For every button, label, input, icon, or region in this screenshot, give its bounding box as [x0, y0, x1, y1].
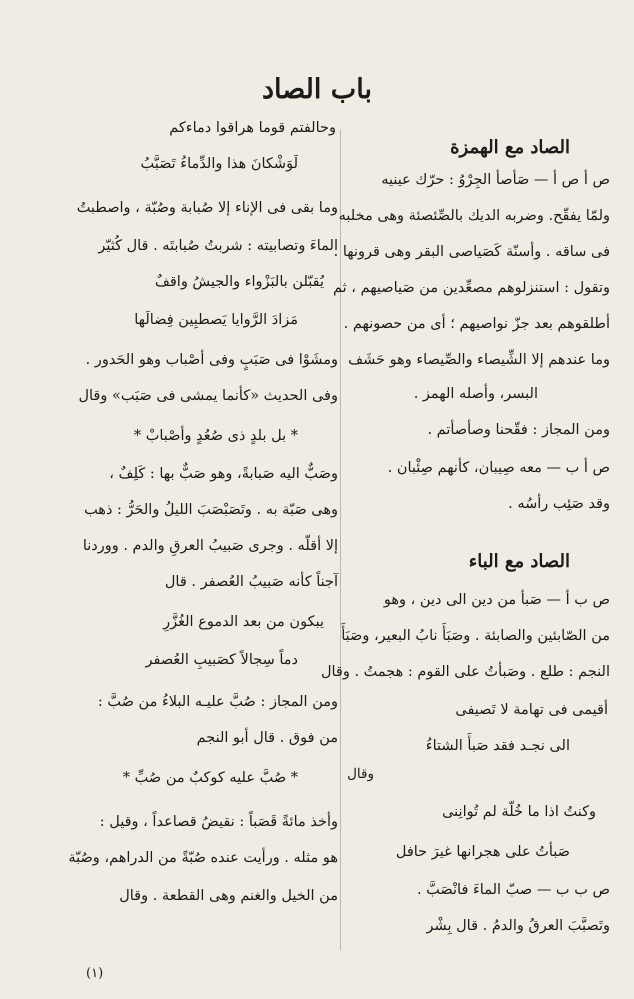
text-line: وتقول : استنزلوهم مصعِّدين من صَياصيهم ، ثم [332, 280, 610, 296]
text-line: الماءَ وتصابيته : شربتُ صُبابتَه . قال كُثيّر [98, 238, 338, 254]
text-line: وأخذ مائةً قَصَباً : نقيضُ قصاعداً ، وقيل : [99, 814, 338, 830]
text-line: ص ب ب — صبّ الماءَ فانْصَبَّ . [416, 882, 610, 898]
verse-line: أقيمى فى تهامة لا تَصيفى [455, 702, 608, 718]
verse-line: صَبأتُ على هجرانها غيرَ حافل [395, 844, 570, 860]
text-line: إلا أقلّه . وجرى صَبيبُ العرقِ والدم . ووردنا [82, 538, 338, 554]
text-line: ولمّا يفقّح. وضربه الديك بالصِّئصئة وهى مخلبه [338, 208, 610, 224]
text-line: وما عندهم إلا الشِّيصاء والصِّيصاء وهو حَشَف [348, 352, 610, 368]
page-number: (١) [86, 966, 104, 981]
verse-line: دماً سِجالاً كصَبيبِ العُصفر [145, 652, 298, 668]
text-line: البسر، وأصله الهمز . [413, 386, 538, 402]
section-heading: الصاد مع الباء [468, 551, 570, 572]
text-line: وقال [347, 766, 374, 782]
text-line: ص أ ب — معه صِيبان، كأنهم صِئْبان . [387, 460, 610, 476]
text-line: ومشَوْا فى صَبَبٍ وفى أصْباب وهو الحَدور . [85, 352, 338, 368]
text-line: وصَبٌّ اليه صَبابةً، وهو صَبٌّ بها : كَلِفٌ ، [109, 466, 338, 482]
text-line: ص أ ص أ — صَأصأ الجِرْوُ : حرّك عينيه [381, 172, 610, 188]
text-line: أطلقوهم بعد جزّ نواصيهم ؛ أى من حصونهم . [343, 316, 610, 332]
text-line: وفى الحديث «كأنما يمشى فى صَبَب» وقال [78, 388, 338, 404]
text-line: فى ساقه . وأسنّة كَصَياصى البقر وهى قرونها . [333, 244, 610, 260]
text-line: هو مثله . ورأيت عنده صُبّةً من الدراهم، وصُبّة [68, 850, 338, 866]
text-line: من الخيل والغنم وهى القطعة . وقال [119, 888, 338, 904]
verse-line: لَوَشْكانَ هذا والدِّماءُ تَصَبَّبُ [140, 156, 298, 172]
text-line: وهى صَبّة به . وتَصَبْصَبَ الليلُ والحَرُّ : ذهب [84, 502, 338, 518]
text-line: وتَصبَّبَ العرقُ والدمُ . قال بِشْر [426, 918, 610, 934]
verse-line: الى نجـد فقد صَبأَ الشتاءُ [425, 738, 570, 754]
text-line: وما بقى فى الإناء إلا صُبابة وصُبّة ، واصطبتُ [76, 200, 338, 216]
verse-line: مَزادَ الرَّوايا يَصطبِين فِضالَها [134, 312, 298, 328]
text-line: النجم : طلع . وصَبأتُ على القوم : هجمتُ . وقال [320, 664, 610, 680]
text-line: من فوق . قال أبو النجم [196, 730, 338, 746]
text-line: من الصّابئين والصابئة . وصَبَأَ نابُ البعير، وصَبَأَ [341, 628, 610, 644]
text-line: آجناً كأنه صَبيبُ العُصفر . قال [164, 574, 338, 590]
verse-line: وكنتُ اذا ما خُلّة لم تُوانِنى [442, 804, 596, 820]
text-line: ومن المجاز : صُبَّ عليـه البلاءُ من صُبَّ : [97, 694, 338, 710]
verse-line: * صُبَّ عليه كوكبٌ من صُبِّ * [122, 770, 298, 786]
chapter-title: باب الصاد [262, 74, 372, 105]
verse-line: يبكون من بعد الدموع الغُزَّرِ [163, 614, 324, 630]
text-line: ص ب أ — صَبأ من دين الى دين ، وهو [383, 592, 610, 608]
text-line: ومن المجاز : فقّحنا وصأصأتم . [427, 422, 610, 438]
verse-line: يُقبّلن بالبَزْواء والجيشُ واقفٌ [154, 274, 324, 290]
section-heading: الصاد مع الهمزة [450, 137, 570, 158]
text-line: وقد صَئِب رأسُه . [508, 496, 610, 512]
verse-line: وحالفتم قوما هراقوا دماءكم [169, 120, 336, 136]
verse-line: * بل بلدٍ ذى صُعُدٍ وأصْبابْ * [133, 428, 298, 444]
